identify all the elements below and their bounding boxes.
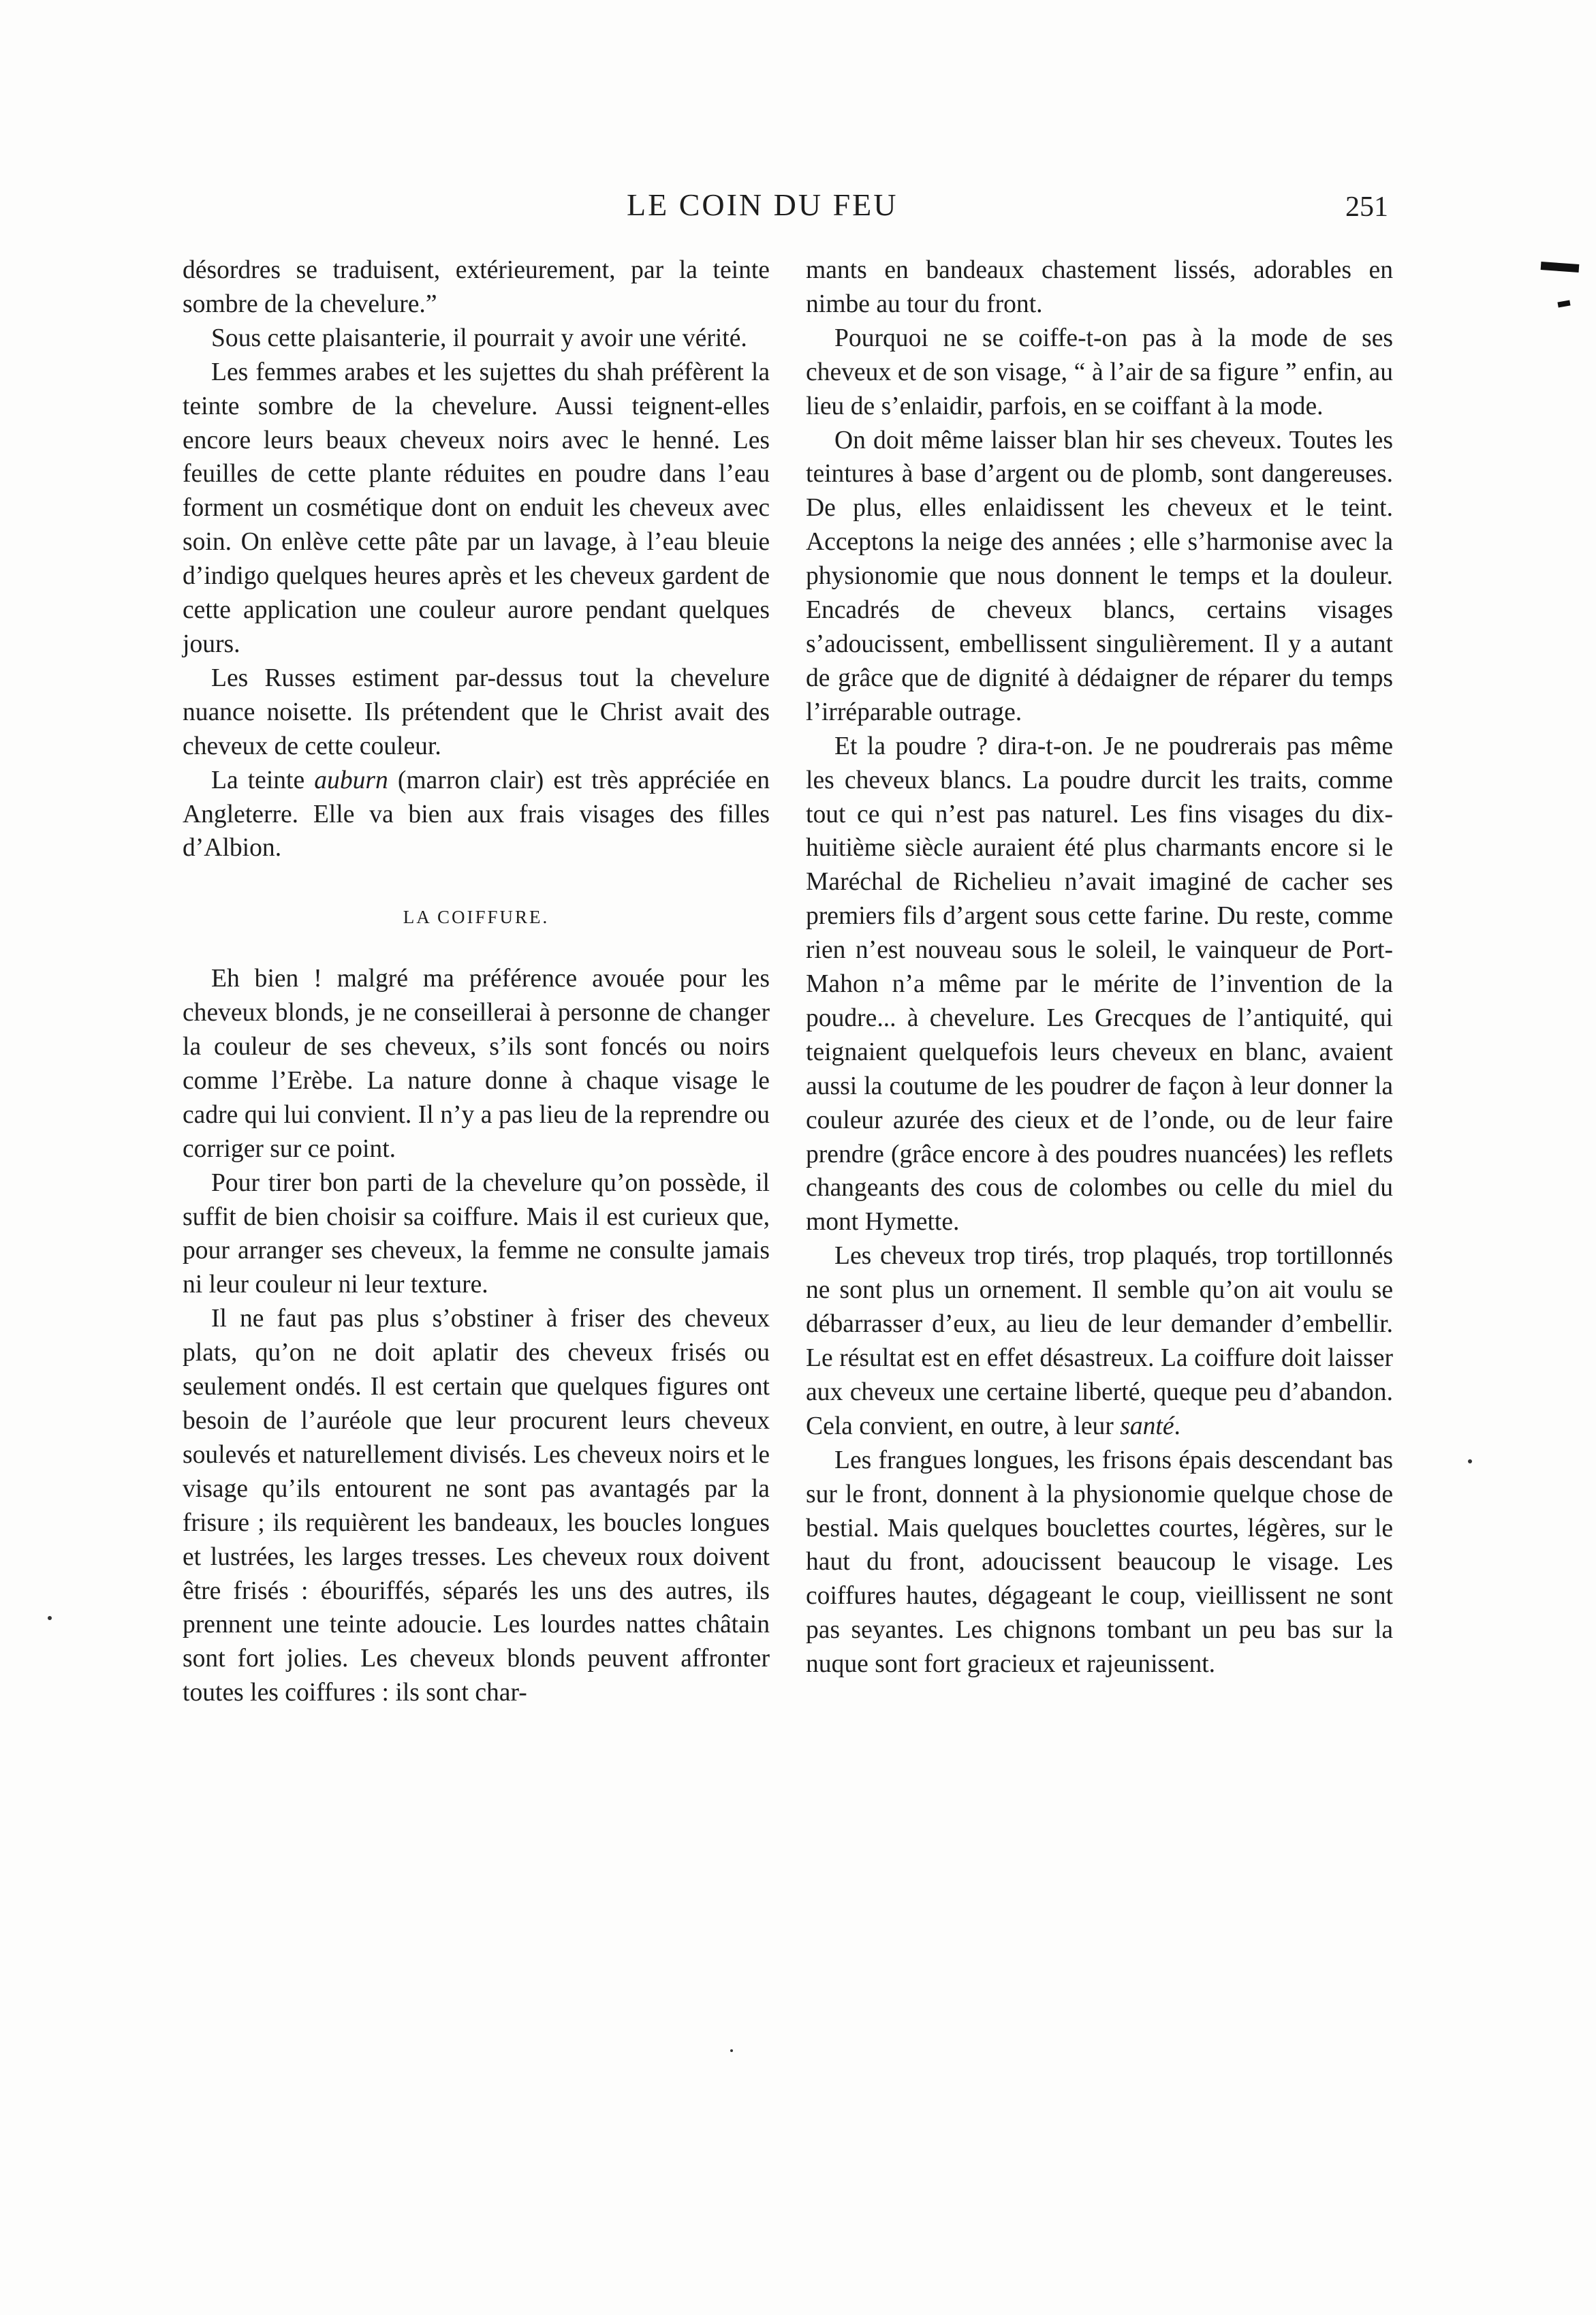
text-run: (marron clair) est très appréciée en Angleterre. Elle va bien aux frais visages des filles d’Albion. (183, 766, 770, 863)
page-number: 251 (1345, 191, 1388, 223)
paragraph: On doit même laisser blan hir ses cheveux. Toutes les teintures à base d’argent ou de plomb, sont dangereuses. De plus, elles enlaidissent les cheveux et le teint. Acceptons la neige des années ; elle s’harmonise avec la physionomie que nous donnent le temps et la douleur. Encadrés de cheveux blancs, certains visages s’adoucissent, embellissent singulièrement. Il y a autant de grâce que de dignité à dédaigner de réparer du temps l’irréparable outrage. (806, 426, 1393, 726)
paragraph: Et la poudre ? dira-t-on. Je ne poudrerais pas même les cheveux blancs. La poudre durcit les traits, comme tout ce qui n’est pas naturel. Les fins visages du dix-huitième siècle auraient été plus charmants encore si le Maréchal de Richelieu n’avait imaginé de cacher ses premiers fils d’argent sous cette farine. Du reste, comme rien n’est nouveau sous le soleil, le vainqueur de Port-Mahon n’a même par le mérite de l’invention de la poudre... à chevelure. Les Grecques de l’antiquité, qui teignaient quelquefois leurs cheveux en blanc, avaient aussi la coutume de les poudrer de façon à leur donner la couleur azurée des cieux et de l’onde, ou de leur faire prendre (grâce encore à des poudres nuancées) les reflets changeants des cous de colombes ou celle du miel du mont Hymette. (806, 732, 1393, 1237)
margin-ink-mark (1557, 300, 1570, 307)
speck (1468, 1459, 1472, 1463)
paragraph: désordres se traduisent, extérieurement, par la teinte sombre de la chevelure.” (183, 256, 770, 318)
text-run: . (1174, 1412, 1180, 1440)
paragraph: Les frangues longues, les frisons épais descendant bas sur le front, donnent à la physionomie quelque chose de bestial. Mais quelques bouclettes courtes, légères, sur le haut du front, adoucissent beaucoup le visage. Les coiffures hautes, dégageant le coup, vieillissent ne sont pas seyantes. Les chignons tombant un peu bas sur la nuque sont fort gracieux et rajeunissent. (806, 1446, 1393, 1679)
paragraph (806, 1239, 1393, 1443)
section-heading: LA COIFFURE. (403, 907, 550, 928)
running-title: LE COIN DU FEU (627, 187, 898, 222)
left-column (183, 253, 770, 1710)
paragraph: Pour tirer bon parti de la chevelure qu’on possède, il suffit de bien choisir sa coiffure. Mais il est curieux que, pour arranger ses cheveux, la femme ne consulte jamais ni leur couleur ni leur texture. (183, 1168, 770, 1299)
paragraph: mants en bandeaux chastement lissés, adorables en nimbe au tour du front. (806, 256, 1393, 318)
text-run: Les cheveux trop tirés, trop plaqués, trop tortillonnés ne sont plus un ornement. Il semble qu’on ait voulu se débarrasser d’eux, au lieu de leur demander d’embellir. Le résultat est en effet désastreux. La coiffure doit laisser aux cheveux une certaine liberté, queque peu d’abandon. Cela convient, en outre, à leur (806, 1242, 1393, 1440)
paragraph: Eh bien ! malgré ma préférence avouée pour les cheveux blonds, je ne conseillerai à personne de changer la couleur de ses cheveux, s’ils sont foncés ou noirs comme l’Erèbe. La nature donne à chaque visage le cadre qui lui convient. Il n’y a pas lieu de la reprendre ou corriger sur ce point. (183, 965, 770, 1163)
paragraph: Les Russes estiment par-dessus tout la chevelure nuance noisette. Ils prétendent que le Christ avait des cheveux de cette couleur. (183, 664, 770, 760)
speck (730, 2049, 733, 2052)
paragraph: Les femmes arabes et les sujettes du shah préfèrent la teinte sombre de la chevelure. Aussi teignent-elles encore leurs beaux cheveux noirs avec le henné. Les feuilles de cette plante réduites en poudre dans l’eau forment un cosmétique dont on enduit les cheveux avec soin. On enlève cette pâte par un lavage, à l’eau bleuie d’indigo quelques heures après et les cheveux gardent de cette application une couleur aurore pendant quelques jours. (183, 358, 770, 658)
margin-ink-mark (1541, 262, 1580, 273)
paragraph: Il ne faut pas plus s’obstiner à friser des cheveux plats, qu’on ne doit aplatir des cheveux frisés ou seulement ondés. Il est certain que quelques figures ont besoin de l’auréole que leur procurent leurs cheveux soulevés et naturellement divisés. Les cheveux noirs et le visage qu’ils entourent ne sont pas avantagés par la frisure ; ils requièrent les bandeaux, les boucles longues et lustrées, les larges tresses. Les cheveux roux doivent être frisés : ébouriffés, séparés les uns des autres, ils prennent une teinte adoucie. Les lourdes nattes châtain sont fort jolies. Les cheveux blonds peuvent affronter toutes les coiffures : ils sont char- (183, 1305, 770, 1707)
italic-term: auburn (314, 766, 388, 794)
speck (48, 1616, 52, 1620)
text-run: La teinte (211, 766, 315, 794)
right-column (806, 253, 1393, 1681)
paragraph (183, 764, 770, 866)
italic-term: santé (1120, 1412, 1174, 1440)
paragraph: Pourquoi ne se coiffe-t-on pas à la mode de ses cheveux et de son visage, “ à l’air de sa figure ” enfin, au lieu de s’enlaidir, parfois, en se coiffant à la mode. (806, 324, 1393, 420)
paragraph: Sous cette plaisanterie, il pourrait y avoir une vérité. (211, 324, 747, 352)
